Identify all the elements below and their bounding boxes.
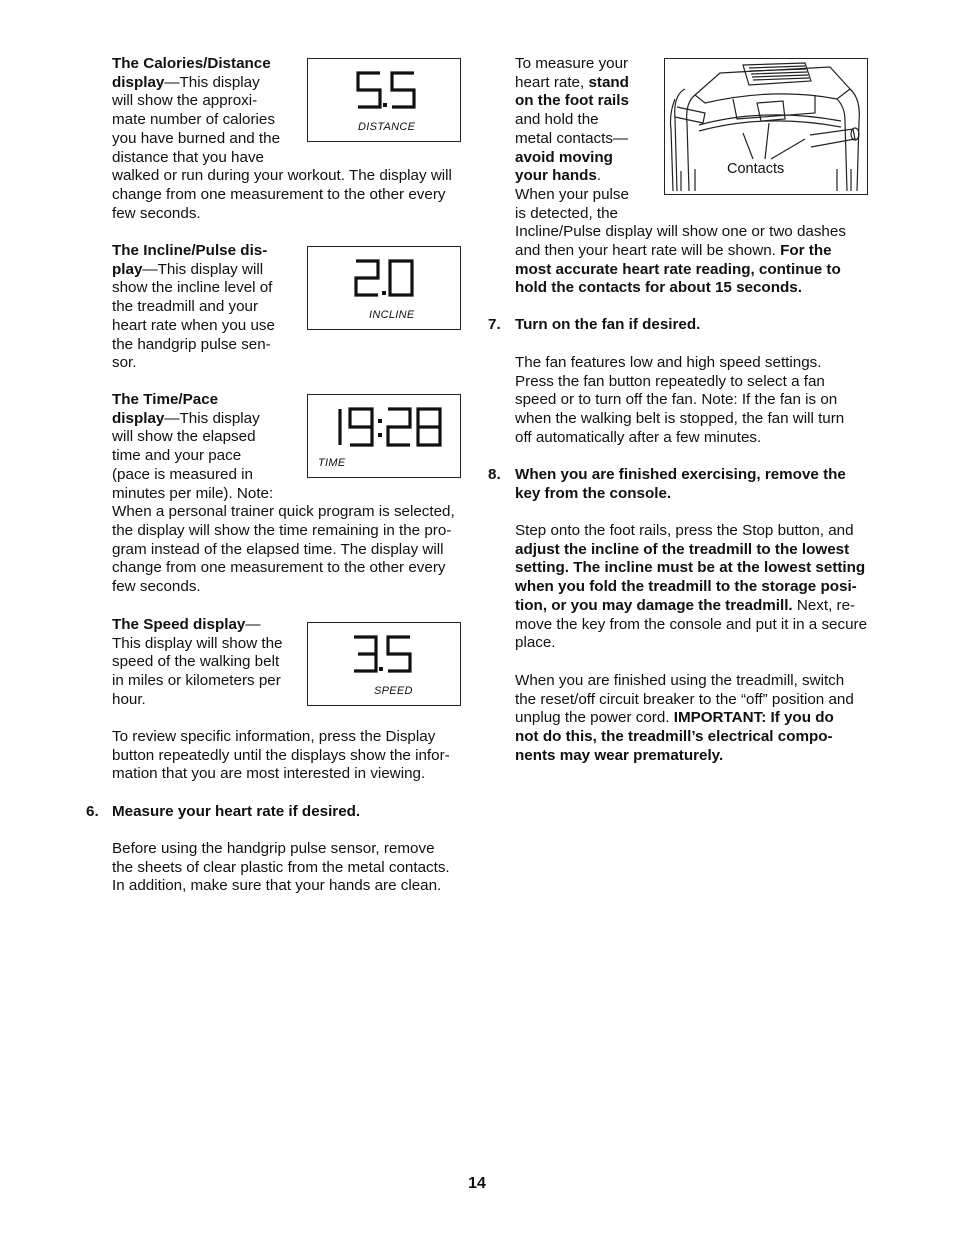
text: button repeatedly until the displays show the infor- <box>112 746 450 764</box>
calories-heading: The Calories/Distance <box>112 55 271 72</box>
text: mation that you are most interested in viewing. <box>112 765 426 783</box>
text: show the incline level of <box>112 279 273 297</box>
text: the sheets of clear plastic from the metal contacts. <box>112 858 450 876</box>
text: sor. <box>112 354 137 372</box>
text-bold: hold the contacts for about 15 seconds. <box>515 279 802 297</box>
step-6 <box>112 803 360 822</box>
text: will show the elapsed <box>112 428 256 446</box>
text: mate number of calories <box>112 111 275 129</box>
text: To measure your <box>515 55 629 72</box>
text: the treadmill and your <box>112 298 259 316</box>
text: change from one measurement to the other every <box>112 559 446 577</box>
text: metal contacts— <box>515 129 629 147</box>
text: Next, re- <box>792 596 856 614</box>
speed-display <box>307 622 461 706</box>
text: —This display <box>164 409 260 427</box>
calories-heading-2: display <box>112 73 165 91</box>
step-7 <box>515 316 700 335</box>
text: the display will show the time remaining in the pro- <box>112 521 452 539</box>
contacts-illustration <box>664 58 868 195</box>
text: when the walking belt is stopped, the fan will turn <box>515 410 845 428</box>
step-8-paragraph-2 <box>515 672 854 766</box>
speed-caption: SPEED <box>374 685 413 697</box>
text: Press the fan button repeatedly to select a fan <box>515 372 825 390</box>
text-bold: your hands <box>515 167 597 185</box>
text: and then your heart rate will be shown. <box>515 242 781 260</box>
text: minutes per mile). Note: <box>112 484 274 502</box>
incline-heading: The Incline/Pulse dis- <box>112 242 268 259</box>
step-title: key from the console. <box>515 484 672 502</box>
review-paragraph <box>112 728 450 784</box>
text: In addition, make sure that your hands are clean. <box>112 877 442 895</box>
text-bold: stand <box>588 73 629 91</box>
text: unplug the power cord. <box>515 709 674 727</box>
text: few seconds. <box>112 578 201 596</box>
text: hour. <box>112 690 146 708</box>
text: To review specific information, press the Display <box>112 728 436 745</box>
text: off automatically after a few minutes. <box>515 428 762 446</box>
text: the reset/off circuit breaker to the “off” position and <box>515 690 854 708</box>
time-heading: The Time/Pace <box>112 391 219 408</box>
incline-pulse-section <box>112 242 275 373</box>
text-bold: not do this, the treadmill’s electrical compo- <box>515 728 833 746</box>
page-number: 14 <box>468 1175 486 1192</box>
step-8 <box>515 466 846 503</box>
text: Before using the handgrip pulse sensor, remove <box>112 840 435 857</box>
step-7-body <box>515 354 844 448</box>
text: few seconds. <box>112 204 201 222</box>
text: When you are finished using the treadmill, switch <box>515 672 845 689</box>
step-title: Measure your heart rate if desired. <box>112 803 361 820</box>
text: in miles or kilometers per <box>112 672 281 690</box>
text: will show the approxi- <box>112 92 258 110</box>
text-bold: For the <box>780 242 832 260</box>
text: the handgrip pulse sen- <box>112 335 271 353</box>
text-bold: avoid moving <box>515 148 613 166</box>
text-bold: nents may wear prematurely. <box>515 746 724 764</box>
text: walked or run during your workout. The display will <box>112 167 452 185</box>
text: —This display will <box>142 260 264 278</box>
time-caption: TIME <box>318 457 346 469</box>
text: place. <box>515 634 556 652</box>
text: distance that you have <box>112 148 264 166</box>
step-8-paragraph-1 <box>515 522 867 653</box>
text: you have burned and the <box>112 129 281 147</box>
text: . <box>596 167 602 185</box>
text: change from one measurement to the other every <box>112 185 446 203</box>
text-bold: on the foot rails <box>515 92 629 110</box>
speed-heading: The Speed display <box>112 616 246 633</box>
step-number: 8. <box>488 466 501 483</box>
incline-display <box>307 246 461 330</box>
time-heading-2: display <box>112 409 165 427</box>
text-bold: setting. The incline must be at the lowest setting <box>515 559 866 577</box>
step-6-body <box>112 840 450 896</box>
text: is detected, the <box>515 204 619 222</box>
text: move the key from the console and put it in a secure <box>515 615 868 633</box>
speed-section <box>112 616 283 710</box>
step-title: Turn on the fan if desired. <box>515 316 701 333</box>
text-bold: IMPORTANT: If you do <box>673 709 834 727</box>
text: Step onto the foot rails, press the Stop button, and <box>515 522 854 539</box>
text: — <box>245 616 261 633</box>
text-bold: most accurate heart rate reading, continue to <box>515 260 841 278</box>
text-bold: tion, or you may damage the treadmill. <box>515 596 793 614</box>
text: gram instead of the elapsed time. The display will <box>112 540 444 558</box>
step-number: 7. <box>488 316 501 333</box>
step-title: When you are finished exercising, remove the <box>515 466 846 483</box>
text: speed or to turn off the fan. Note: If the fan is on <box>515 391 838 409</box>
incline-heading-2: play <box>112 260 143 278</box>
text: Incline/Pulse display will show one or two dashes <box>515 223 846 241</box>
distance-caption: DISTANCE <box>358 121 416 133</box>
text: heart rate when you use <box>112 316 275 334</box>
text-bold: when you fold the treadmill to the storage posi- <box>515 578 857 596</box>
text: time and your pace <box>112 447 242 465</box>
text: The fan features low and high speed settings. <box>515 354 822 371</box>
contacts-label: Contacts <box>727 161 785 177</box>
time-display <box>307 394 461 478</box>
distance-display <box>307 58 461 142</box>
text-bold: adjust the incline of the treadmill to the lowest <box>515 540 850 558</box>
text: (pace is measured in <box>112 465 253 483</box>
text: This display will show the <box>112 634 283 652</box>
incline-caption: INCLINE <box>369 309 415 321</box>
text: heart rate, <box>515 73 589 91</box>
text: When your pulse <box>515 185 629 203</box>
step-number: 6. <box>86 803 99 820</box>
text: When a personal trainer quick program is selected, <box>112 503 455 521</box>
text: and hold the <box>515 111 599 129</box>
text: speed of the walking belt <box>112 653 280 671</box>
text: —This display <box>164 73 260 91</box>
